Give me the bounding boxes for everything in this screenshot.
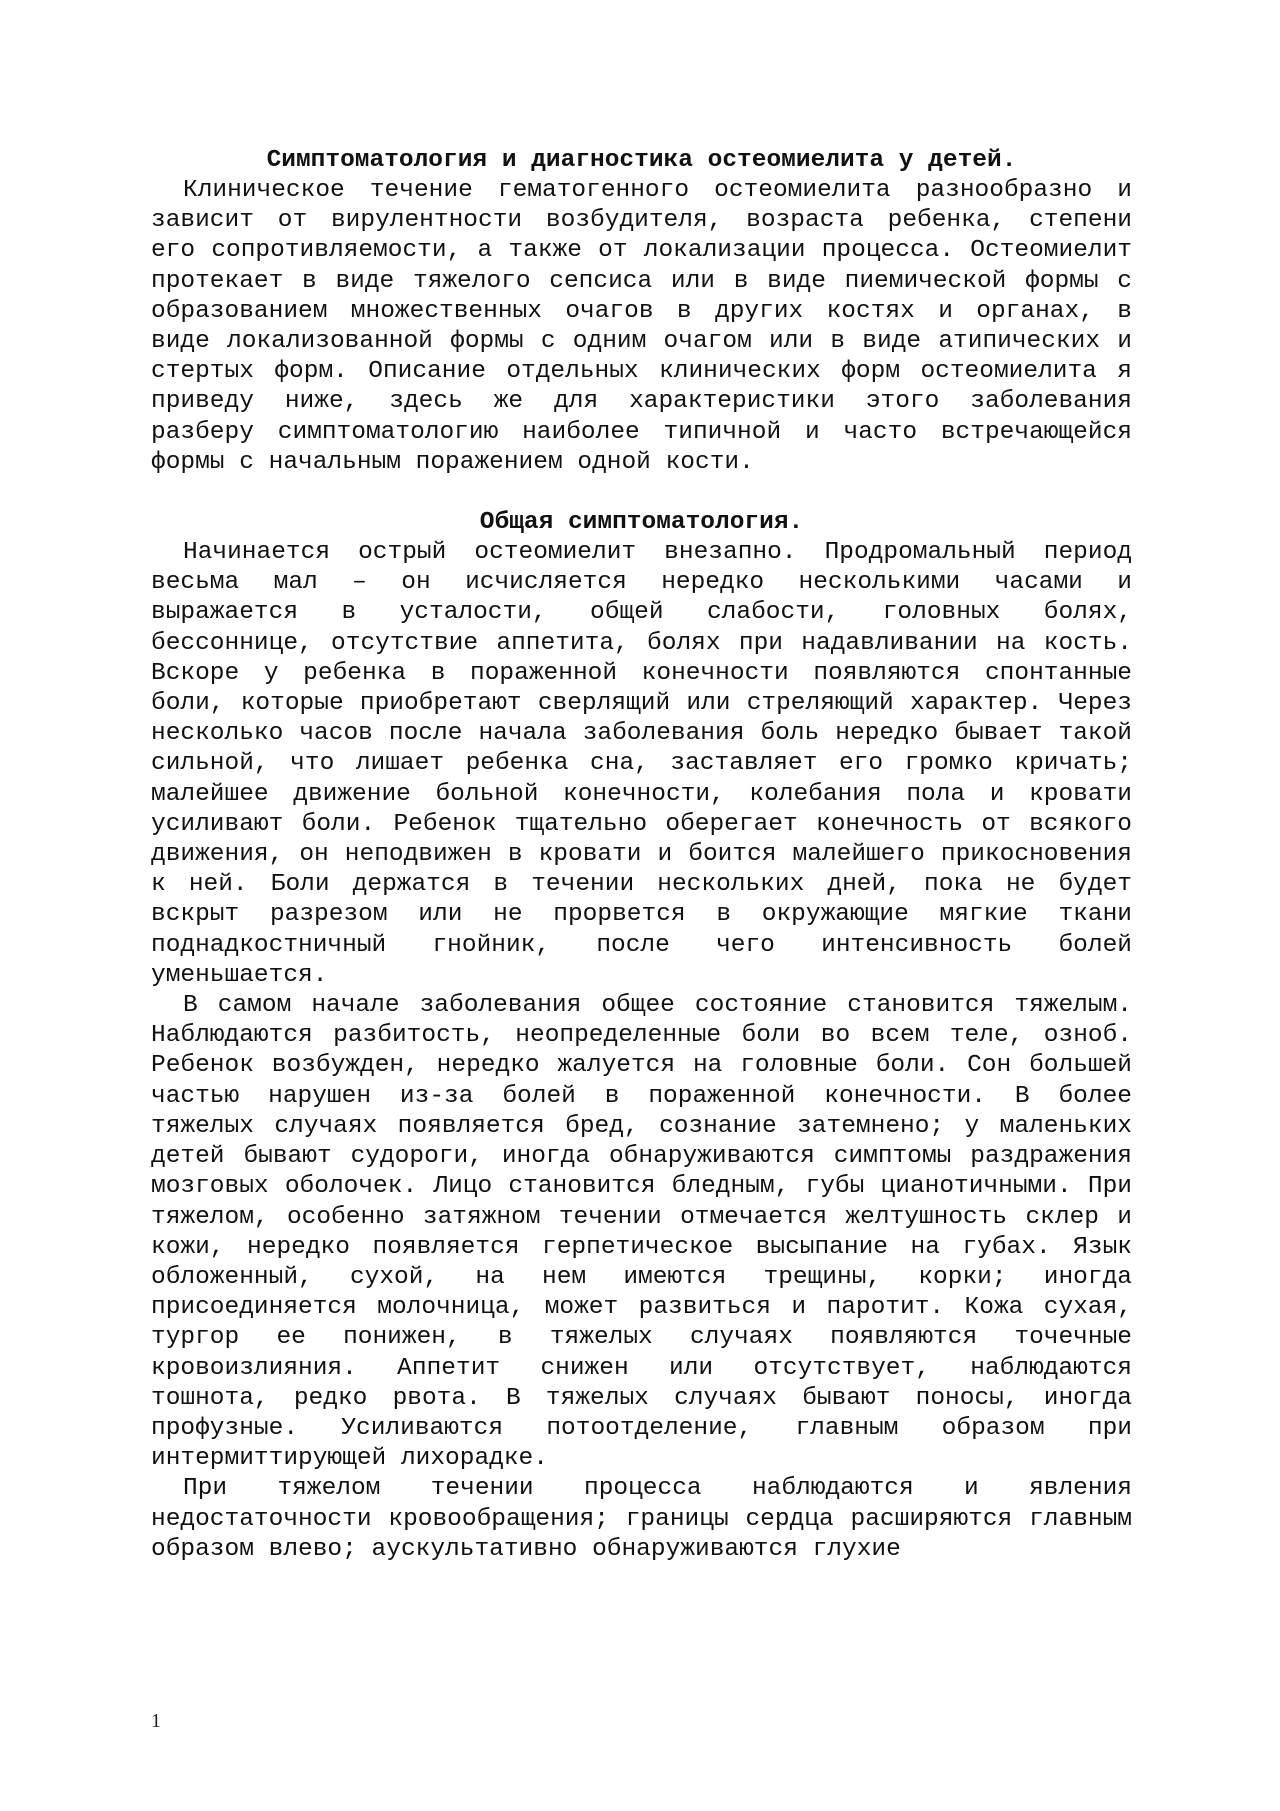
document-title: Симптоматология и диагностика остеомиелита у детей. — [266, 147, 1017, 174]
body-paragraph: Начинается острый остеомиелит внезапно. Продромальный период весьма мал – он исчисляется нередко несколькими часами и выражается в усталости, общей слабости, головных болях, бессоннице, отсутствие аппетита, болях при надавливании на кость. Вскоре у ребенка в пораженной конечности появляются спонтанные боли, которые приобретают сверлящий или стреляющий характер. Через несколько часов после начала заболевания боль нередко бывает такой сильной, что лишает ребенка сна, заставляет его громко кричать; малейшее движение больной конечности, колебания пола и кровати усиливают боли. Ребенок тщательно оберегает конечность от всякого движения, он неподвижен в кровати и боится малейшего прикосновения к ней. Боли держатся в течении нескольких дней, пока не будет вскрыт разрезом или не прорвется в окружающие мягкие ткани поднадкостничный гнойник, после чего интенсивность болей уменьшается. — [151, 539, 1132, 989]
page-content — [151, 146, 1132, 1565]
body-paragraph: В самом начале заболевания общее состояние становится тяжелым. Наблюдаются разбитость, неопределенные боли во всем теле, озноб. Ребенок возбужден, нередко жалуется на головные боли. Сон большей частью нарушен из-за болей в пораженной конечности. В более тяжелых случаях появляется бред, сознание затемнено; у маленьких детей бывают судороги, иногда обнаруживаются симптомы раздражения мозговых оболочек. Лицо становится бледным, губы цианотичными. При тяжелом, особенно затяжном течении отмечается желтушность склер и кожи, нередко появляется герпетическое высыпание на губах. Язык обложенный, сухой, на нем имеются трещины, корки; иногда присоединяется молочница, может развиться и паротит. Кожа сухая, тургор ее понижен, в тяжелых случаях появляются точечные кровоизлияния. Аппетит снижен или отсутствует, наблюдаются тошнота, редко рвота. В тяжелых случаях бывают поносы, иногда профузные. Усиливаются потоотделение, главным образом при интермиттирующей лихорадке. — [151, 992, 1132, 1473]
body-paragraph: При тяжелом течении процесса наблюдаются и явления недостаточности кровообращения; границы сердца расширяются главным образом влево; аускультативно обнаруживаются глухие — [151, 1475, 1132, 1563]
section-heading: Общая симптоматология. — [479, 509, 804, 537]
intro-paragraph: Клиническое течение гематогенного остеомиелита разнообразно и зависит от вирулентности возбудителя, возраста ребенка, степени его сопротивляемости, а также от локализации процесса. Остеомиелит протекает в виде тяжелого сепсиса или в виде пиемической формы с образованием множественных очагов в других костях и органах, в виде локализованной формы с одним очагом или в виде атипических и стертых форм. Описание отдельных клинических форм остеомиелита я приведу ниже, здесь же для характеристики этого заболевания разберу симптоматологию наиболее типичной и часто встречающейся формы с начальным поражением одной кости. — [151, 177, 1132, 476]
page-number: 1 — [151, 1710, 161, 1732]
